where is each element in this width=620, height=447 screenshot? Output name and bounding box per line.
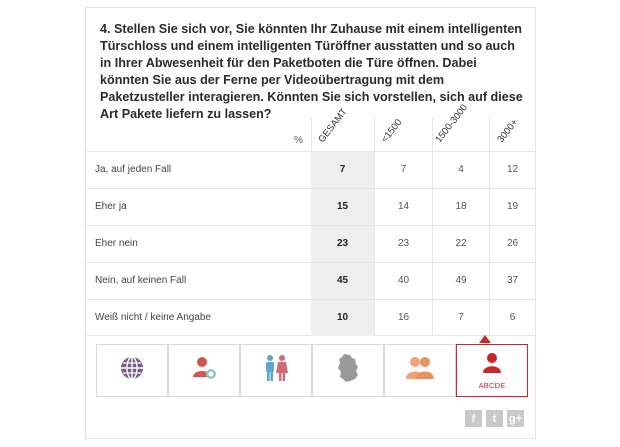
header-divider — [374, 117, 375, 151]
cell-gesamt: 10 — [311, 300, 374, 336]
cell-under-1500: 40 — [374, 263, 432, 299]
cell-gesamt: 23 — [311, 226, 374, 262]
gender-icon — [261, 354, 291, 387]
column-header-1500-3000: 1500-3000 — [433, 102, 470, 145]
tab-gender[interactable] — [240, 344, 312, 397]
cell-under-1500: 7 — [374, 152, 432, 188]
germany-map-icon — [336, 353, 360, 388]
cell-1500-3000: 49 — [432, 263, 489, 299]
group-icon — [404, 355, 436, 386]
column-header-3000-plus: 3000+ — [495, 117, 521, 145]
cell-gesamt: 45 — [311, 263, 374, 299]
social-share-bar — [465, 410, 524, 427]
results-table — [86, 151, 535, 336]
facebook-icon[interactable]: f — [465, 410, 482, 427]
cell-1500-3000: 4 — [432, 152, 489, 188]
cell-3000-plus: 19 — [489, 189, 535, 225]
twitter-icon[interactable]: t — [486, 410, 503, 427]
column-header-gesamt: GESAMT — [316, 106, 350, 145]
cell-3000-plus: 12 — [489, 152, 535, 188]
tab-region[interactable] — [312, 344, 384, 397]
cell-under-1500: 23 — [374, 226, 432, 262]
table-row — [86, 188, 535, 225]
cell-3000-plus: 6 — [489, 300, 535, 336]
cell-3000-plus: 37 — [489, 263, 535, 299]
table-row — [86, 225, 535, 262]
cell-gesamt: 15 — [311, 189, 374, 225]
table-row — [86, 299, 535, 336]
header-divider — [311, 117, 312, 151]
question-text: 4. Stellen Sie sich vor, Sie könnten Ihr Zuhause mit einem intelligenten Türschloss und einem intelligenten Türöffner ausstatten und so auch in Ihrer Abwesenheit für den Paketboten die Türe öffnen. Dabei könnten Sie aus der Ferne per Videoübertragung mit dem Paketzusteller interagieren. Könnten Sie sich vorstellen, sich auf diese Art Pakete liefern zu lassen? — [100, 22, 523, 121]
header-divider — [432, 117, 433, 151]
table-row — [86, 262, 535, 299]
cell-under-1500: 16 — [374, 300, 432, 336]
row-label: Weiß nicht / keine Angabe — [95, 312, 211, 323]
table-row — [86, 151, 535, 188]
row-label: Eher ja — [95, 201, 127, 212]
header-divider — [489, 117, 490, 151]
tab-global[interactable] — [96, 344, 168, 397]
filter-tabs — [96, 344, 527, 397]
percent-label: % — [294, 135, 303, 146]
row-label: Nein, auf keinen Fall — [95, 275, 187, 286]
tab-age[interactable] — [168, 344, 240, 397]
cell-1500-3000: 7 — [432, 300, 489, 336]
cell-gesamt: 7 — [311, 152, 374, 188]
tab-caption: ABCDE — [478, 380, 506, 390]
survey-card — [85, 7, 536, 439]
tab-income[interactable] — [456, 344, 528, 397]
googleplus-icon[interactable]: g+ — [507, 410, 524, 427]
row-label: Eher nein — [95, 238, 138, 249]
cell-1500-3000: 18 — [432, 189, 489, 225]
cell-3000-plus: 26 — [489, 226, 535, 262]
column-header-under-1500: <1500 — [379, 117, 405, 145]
tab-household[interactable] — [384, 344, 456, 397]
globe-icon — [119, 355, 145, 386]
person-award-icon — [190, 355, 218, 386]
cell-under-1500: 14 — [374, 189, 432, 225]
cell-1500-3000: 22 — [432, 226, 489, 262]
active-tab-indicator — [479, 335, 491, 343]
row-label: Ja, auf jeden Fall — [95, 164, 172, 175]
person-text-icon — [481, 352, 503, 379]
